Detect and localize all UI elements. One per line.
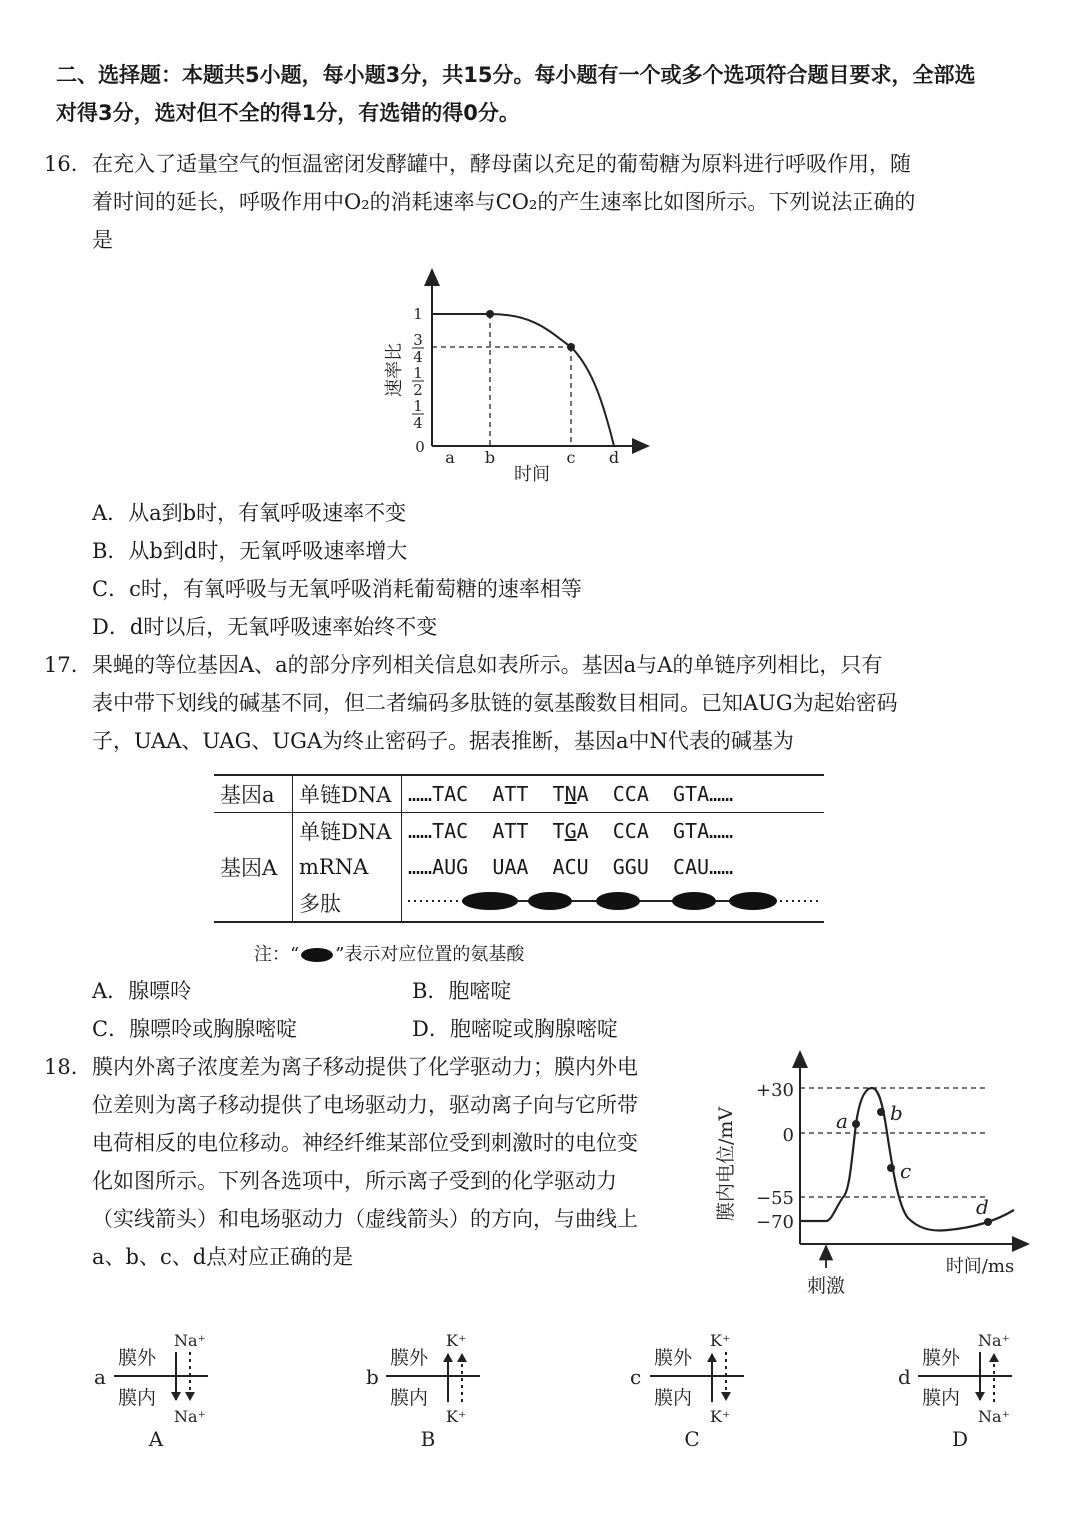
amino-acid-4 <box>672 892 716 910</box>
amino-acid-1 <box>462 892 518 910</box>
row-gene-a <box>214 775 824 813</box>
q17-text-3: 子，UAA、UAG、UGA为终止密码子。据表推断，基因a中N代表的碱基为 <box>92 729 794 753</box>
ap-label-d: d <box>976 1195 989 1219</box>
seq-cell: ACU <box>552 855 589 879</box>
series-line <box>432 314 614 446</box>
x-axis-label: 时间 <box>514 464 550 485</box>
label-inside: 膜内 <box>118 1387 157 1409</box>
y-axis-label: 速率比 <box>384 343 405 397</box>
seq-cell: CAU…… <box>672 855 734 879</box>
point-letter: c <box>630 1365 642 1389</box>
label-inside: 膜内 <box>390 1387 429 1409</box>
x-tick-d: d <box>608 448 620 467</box>
chemical-arrow-head <box>975 1392 985 1401</box>
amino-acid-legend-icon <box>299 947 335 963</box>
label-outside: 膜外 <box>654 1347 693 1369</box>
y-tick-labels <box>412 305 425 456</box>
ap-point-c <box>887 1164 895 1172</box>
q16-option-d[interactable]: D．d时以后，无氧呼吸速率始终不变 <box>92 615 438 639</box>
q18-text-6: a、b、c、d点对应正确的是 <box>92 1245 354 1269</box>
q18-potential-chart <box>708 1046 1048 1306</box>
ap-point-a <box>852 1120 860 1128</box>
row-gene-A-peptide <box>214 885 824 922</box>
q17-text-2: 表中带下划线的碱基不同，但二者编码多肽链的氨基酸数目相同。已知AUG为起始密码 <box>92 691 898 715</box>
point-c <box>567 343 575 351</box>
q17-number: 17. <box>44 653 78 677</box>
y-tick-num: 1 <box>413 397 423 415</box>
membrane-diagram-c <box>628 1322 758 1452</box>
point-letter: b <box>366 1365 379 1389</box>
seq-cell: ATT <box>492 782 529 806</box>
gene-A-peptide-label: 多肽 <box>293 885 402 922</box>
electric-arrow-head <box>989 1353 999 1362</box>
q16-rate-chart <box>370 260 670 490</box>
q18-text-4: 化如图所示。下列各选项中，所示离子受到的化学驱动力 <box>92 1169 617 1193</box>
option-letter: D <box>951 1427 969 1451</box>
section-header-line1: 二、选择题：本题共5小题，每小题3分，共15分。每小题有一个或多个选项符合题目要求，全部选 <box>56 63 976 87</box>
q18-text-3: 电荷相反的电位移动。神经纤维某部位受到刺激时的电位变 <box>92 1131 638 1155</box>
tick-70: −70 <box>756 1212 794 1233</box>
ion-bottom: Na⁺ <box>978 1407 1010 1426</box>
q16-text-2: 着时间的延长，呼吸作用中O₂的消耗速率与CO₂的产生速率比如图所示。下列说法正确的 <box>92 190 916 214</box>
q16-option-c[interactable]: C．c时，有氧呼吸与无氧呼吸消耗葡萄糖的速率相等 <box>92 577 582 601</box>
gene-a-label: 基因a <box>214 775 293 813</box>
electric-arrow-head <box>185 1392 195 1401</box>
ion-bottom: K⁺ <box>710 1407 731 1426</box>
x-tick-c: c <box>566 448 576 467</box>
ion-top: Na⁺ <box>978 1331 1010 1350</box>
chemical-arrow-head <box>707 1353 717 1362</box>
origin-label: 0 <box>415 438 425 456</box>
y-axis-label: 膜内电位/mV <box>715 1106 737 1222</box>
y-tick-label: 1 <box>413 305 423 323</box>
option-letter: B <box>420 1427 436 1451</box>
ion-top: K⁺ <box>710 1331 731 1350</box>
option-letter: C <box>684 1427 700 1451</box>
row-gene-A-mrna <box>214 849 824 885</box>
q18-text-1: 膜内外离子浓度差为离子移动提供了化学驱动力；膜内外电 <box>92 1055 638 1079</box>
q17-option-d[interactable]: D．胞嘧啶或胸腺嘧啶 <box>412 1017 618 1041</box>
ap-point-d <box>984 1218 992 1226</box>
seq-cell: ……TAC <box>408 819 469 843</box>
ap-label-b: b <box>890 1101 903 1125</box>
seq-cell: GTA…… <box>672 782 734 806</box>
gene-A-peptide <box>402 885 825 922</box>
x-axis-label: 时间/ms <box>945 1256 1015 1277</box>
seq-cell-tga: TGA <box>552 819 589 843</box>
q17-text-1: 果蝇的等位基因A、a的部分序列相关信息如表所示。基因a与A的单链序列相比，只有 <box>92 653 883 677</box>
amino-acid-5 <box>729 892 777 910</box>
q16-text-1: 在充入了适量空气的恒温密闭发酵罐中，酵母菌以充足的葡萄糖为原料进行呼吸作用，随 <box>92 152 911 176</box>
ion-bottom: K⁺ <box>446 1407 467 1426</box>
tick-55: −55 <box>756 1188 794 1209</box>
ap-label-a: a <box>836 1109 848 1133</box>
electric-arrow-head <box>457 1353 467 1362</box>
section-header-line2: 对得3分，选对但不全的得1分，有选错的得0分。 <box>56 101 520 125</box>
note-prefix: 注：“ <box>254 944 300 965</box>
q18-text-2: 位差则为离子移动提供了电场驱动力，驱动离子向与它所带 <box>92 1093 638 1117</box>
membrane-diagram-d <box>896 1322 1026 1452</box>
row-gene-A-dna <box>214 813 824 850</box>
membrane-diagram-a <box>92 1322 222 1452</box>
table-note <box>254 936 524 974</box>
gene-A-dna-seq <box>402 813 825 850</box>
seq-cell-tna: TNA <box>552 782 589 806</box>
q16-option-a[interactable]: A．从a到b时，有氧呼吸速率不变 <box>92 501 407 525</box>
y-tick-num: 3 <box>413 331 423 349</box>
option-letter: A <box>148 1427 164 1451</box>
seq-cell: GTA…… <box>672 819 734 843</box>
x-tick-a: a <box>445 448 455 467</box>
ion-top: Na⁺ <box>174 1331 206 1350</box>
q17-option-b[interactable]: B．胞嘧啶 <box>412 979 512 1003</box>
ion-top: K⁺ <box>446 1331 467 1350</box>
gene-A-mrna-seq <box>402 849 825 885</box>
gene-A-mrna-label: mRNA <box>293 849 402 885</box>
label-outside: 膜外 <box>922 1347 961 1369</box>
ap-point-b <box>877 1108 885 1116</box>
gene-table <box>214 774 824 923</box>
amino-acid-3 <box>596 892 640 910</box>
electric-arrow-head <box>721 1392 731 1401</box>
stimulus-label: 刺激 <box>806 1275 846 1297</box>
amino-acid-2 <box>528 892 572 910</box>
point-letter: d <box>898 1365 911 1389</box>
q16-option-b[interactable]: B．从b到d时，无氧呼吸速率增大 <box>92 539 408 563</box>
q16-number: 16. <box>44 152 78 176</box>
q17-option-c[interactable]: C．腺嘌呤或胸腺嘧啶 <box>92 1017 298 1041</box>
y-tick-den: 4 <box>413 414 423 432</box>
seq-cell: ATT <box>492 819 529 843</box>
seq-cell: UAA <box>492 855 529 879</box>
membrane-diagram-b <box>364 1322 494 1452</box>
y-tick-den: 4 <box>413 348 423 366</box>
seq-cell: CCA <box>612 819 649 843</box>
chemical-arrow-head <box>171 1392 181 1401</box>
y-tick-den: 2 <box>413 381 423 399</box>
peptide-chain <box>408 889 818 913</box>
gene-A-dna-label: 单链DNA <box>293 813 402 850</box>
seq-cell: ……AUG <box>408 855 469 879</box>
ap-label-c: c <box>900 1159 912 1183</box>
tick-30: +30 <box>756 1080 794 1101</box>
y-tick-num: 1 <box>413 364 423 382</box>
q18-text-5: （实线箭头）和电场驱动力（虚线箭头）的方向，与曲线上 <box>92 1207 638 1231</box>
gene-A-label: 基因A <box>214 813 293 923</box>
seq-cell: GGU <box>612 855 649 879</box>
seq-cell: ……TAC <box>408 782 469 806</box>
q16-text-3: 是 <box>92 228 113 252</box>
label-outside: 膜外 <box>118 1347 157 1369</box>
seq-cell: CCA <box>612 782 649 806</box>
gene-a-dna-seq <box>402 775 825 813</box>
label-inside: 膜内 <box>922 1387 961 1409</box>
point-letter: a <box>94 1365 106 1389</box>
point-b <box>486 310 494 318</box>
q17-option-a[interactable]: A．腺嘌呤 <box>92 979 192 1003</box>
label-outside: 膜外 <box>390 1347 429 1369</box>
ion-bottom: Na⁺ <box>174 1407 206 1426</box>
label-inside: 膜内 <box>654 1387 693 1409</box>
x-tick-b: b <box>484 448 496 467</box>
gene-a-dna-label: 单链DNA <box>293 775 402 813</box>
chemical-arrow-head <box>443 1353 453 1362</box>
tick-0: 0 <box>782 1125 794 1146</box>
note-suffix: ”表示对应位置的氨基酸 <box>335 944 525 965</box>
q18-number: 18. <box>44 1055 78 1079</box>
